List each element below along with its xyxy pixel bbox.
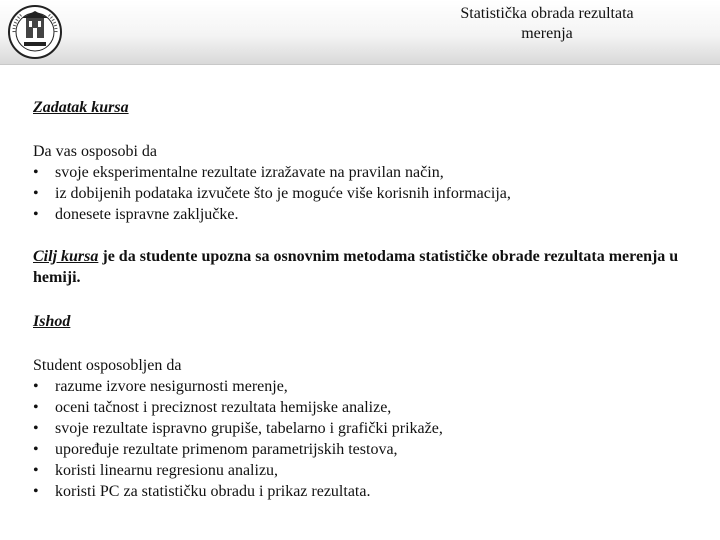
course-task-list [33,162,703,225]
course-goal-text: je da studente upozna sa osnovnim metodama statističke obrade rezultata merenja u hemiji. [33,248,679,286]
university-seal-icon [6,4,64,60]
course-task-intro: Da vas osposobi da [33,143,157,160]
course-goal-paragraph [33,246,703,288]
course-goal-label: Cilj kursa [33,248,99,265]
slide-title [390,4,704,44]
list-item: • razume izvore nesigurnosti merenje, [33,376,703,397]
list-item: • donesete ispravne zaključke. [33,204,703,225]
slide-title-line-2: merenja [521,25,573,42]
outcome-intro: Student osposobljen da [33,357,182,374]
list-item: • iz dobijenih podataka izvučete što je moguće više korisnih informacija, [33,183,703,204]
list-item: • koristi PC za statističku obradu i prikaz rezultata. [33,481,703,502]
list-item: • svoje eksperimentalne rezultate izražavate na pravilan način, [33,162,703,183]
slide-title-line-1: Statistička obrada rezultata [460,5,634,22]
list-item: • upoređuje rezultate primenom parametrijskih testova, [33,439,703,460]
outcome-list [33,376,703,502]
outcome-heading: Ishod [33,313,71,330]
list-item: • oceni tačnost i preciznost rezultata hemijske analize, [33,397,703,418]
list-item: • koristi linearnu regresionu analizu, [33,460,703,481]
course-task-heading: Zadatak kursa [33,99,129,116]
slide-header [0,0,720,65]
list-item: • svoje rezultate ispravno grupiše, tabelarno i grafički prikaže, [33,418,703,439]
slide-body [33,97,703,502]
